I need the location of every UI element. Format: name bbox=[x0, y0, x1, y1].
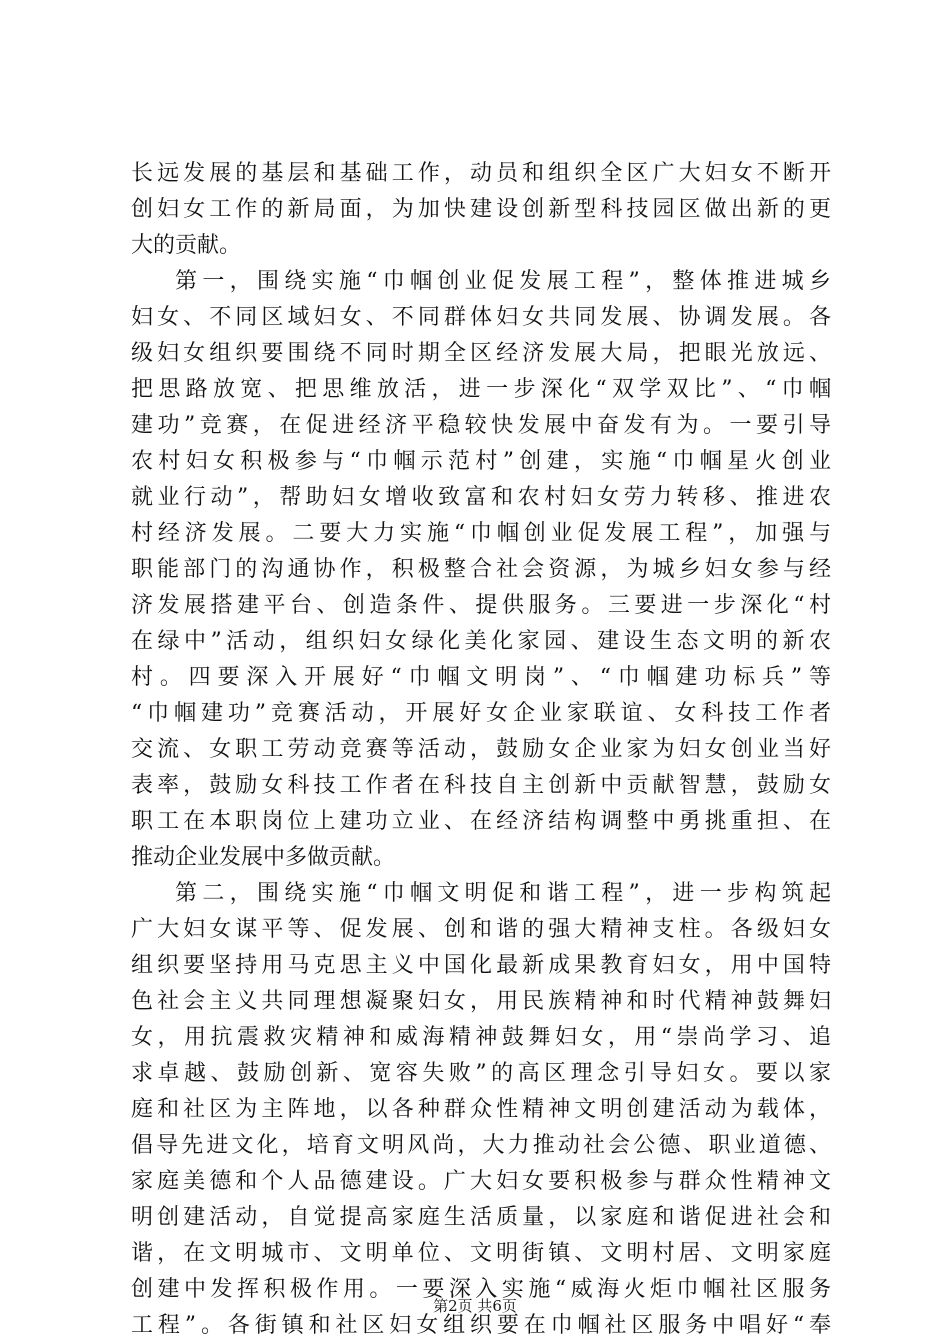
text-line: 推动企业发展中多做贡献。 bbox=[131, 845, 396, 870]
text-line: 大的贡献。 bbox=[131, 233, 242, 258]
text-line: 明创建活动，自觉提高家庭生活质量，以家庭和谐促进社会和 bbox=[131, 1205, 831, 1230]
text-line: 工程”。各街镇和社区妇女组织要在巾帼社区服务中唱好“奉 bbox=[131, 1313, 831, 1338]
paragraph-first-line: 第一，围绕实施“巾帼创业促发展工程”，整体推进城乡 bbox=[175, 269, 831, 294]
text-line: 家庭美德和个人品德建设。广大妇女要积极参与群众性精神文 bbox=[131, 1169, 831, 1194]
text-line: 表率，鼓励女科技工作者在科技自主创新中贡献智慧，鼓励女 bbox=[131, 773, 831, 798]
text-line: 广大妇女谋平等、促发展、创和谐的强大精神支柱。各级妇女 bbox=[131, 917, 831, 942]
text-line: 色社会主义共同理想凝聚妇女，用民族精神和时代精神鼓舞妇 bbox=[131, 989, 831, 1014]
paragraph-first-line: 第二，围绕实施“巾帼文明促和谐工程”，进一步构筑起 bbox=[175, 881, 831, 906]
text-line: 村。四要深入开展好“巾帼文明岗”、“巾帼建功标兵”等 bbox=[131, 665, 831, 690]
page-number-footer: 第2页 共6页 bbox=[433, 1297, 517, 1315]
text-line: 济发展搭建平台、创造条件、提供服务。三要进一步深化“村 bbox=[131, 593, 831, 618]
text-line: 创建中发挥积极作用。一要深入实施“威海火炬巾帼社区服务 bbox=[131, 1277, 831, 1302]
text-line: 女，用抗震救灾精神和威海精神鼓舞妇女，用“崇尚学习、追 bbox=[131, 1025, 831, 1050]
text-line: 谐，在文明城市、文明单位、文明街镇、文明村居、文明家庭 bbox=[131, 1241, 831, 1266]
text-line: 建功”竞赛，在促进经济平稳较快发展中奋发有为。一要引导 bbox=[131, 413, 831, 438]
text-line: 妇女、不同区域妇女、不同群体妇女共同发展、协调发展。各 bbox=[131, 305, 831, 330]
body-text bbox=[131, 156, 831, 1344]
text-line: 把思路放宽、把思维放活，进一步深化“双学双比”、“巾帼 bbox=[131, 377, 831, 402]
text-line: 级妇女组织要围绕不同时期全区经济发展大局，把眼光放远、 bbox=[131, 341, 831, 366]
text-line: 倡导先进文化，培育文明风尚，大力推动社会公德、职业道德、 bbox=[131, 1133, 831, 1158]
text-line: 就业行动”，帮助妇女增收致富和农村妇女劳力转移、推进农 bbox=[131, 485, 831, 510]
text-line: 职工在本职岗位上建功立业、在经济结构调整中勇挑重担、在 bbox=[131, 809, 831, 834]
text-line: 庭和社区为主阵地，以各种群众性精神文明创建活动为载体， bbox=[131, 1097, 831, 1122]
text-line: 长远发展的基层和基础工作，动员和组织全区广大妇女不断开 bbox=[131, 161, 831, 186]
text-line: 村经济发展。二要大力实施“巾帼创业促发展工程”，加强与 bbox=[131, 521, 831, 546]
text-line: 职能部门的沟通协作，积极整合社会资源，为城乡妇女参与经 bbox=[131, 557, 831, 582]
text-line: “巾帼建功”竞赛活动，开展好女企业家联谊、女科技工作者 bbox=[131, 701, 831, 726]
text-line: 求卓越、鼓励创新、宽容失败”的高区理念引导妇女。要以家 bbox=[131, 1061, 831, 1086]
text-line: 在绿中”活动，组织妇女绿化美化家园、建设生态文明的新农 bbox=[131, 629, 831, 654]
text-line: 组织要坚持用马克思主义中国化最新成果教育妇女，用中国特 bbox=[131, 953, 831, 978]
text-line: 交流、女职工劳动竞赛等活动，鼓励女企业家为妇女创业当好 bbox=[131, 737, 831, 762]
text-line: 农村妇女积极参与“巾帼示范村”创建，实施“巾帼星火创业 bbox=[131, 449, 831, 474]
text-line: 创妇女工作的新局面，为加快建设创新型科技园区做出新的更 bbox=[131, 197, 831, 222]
